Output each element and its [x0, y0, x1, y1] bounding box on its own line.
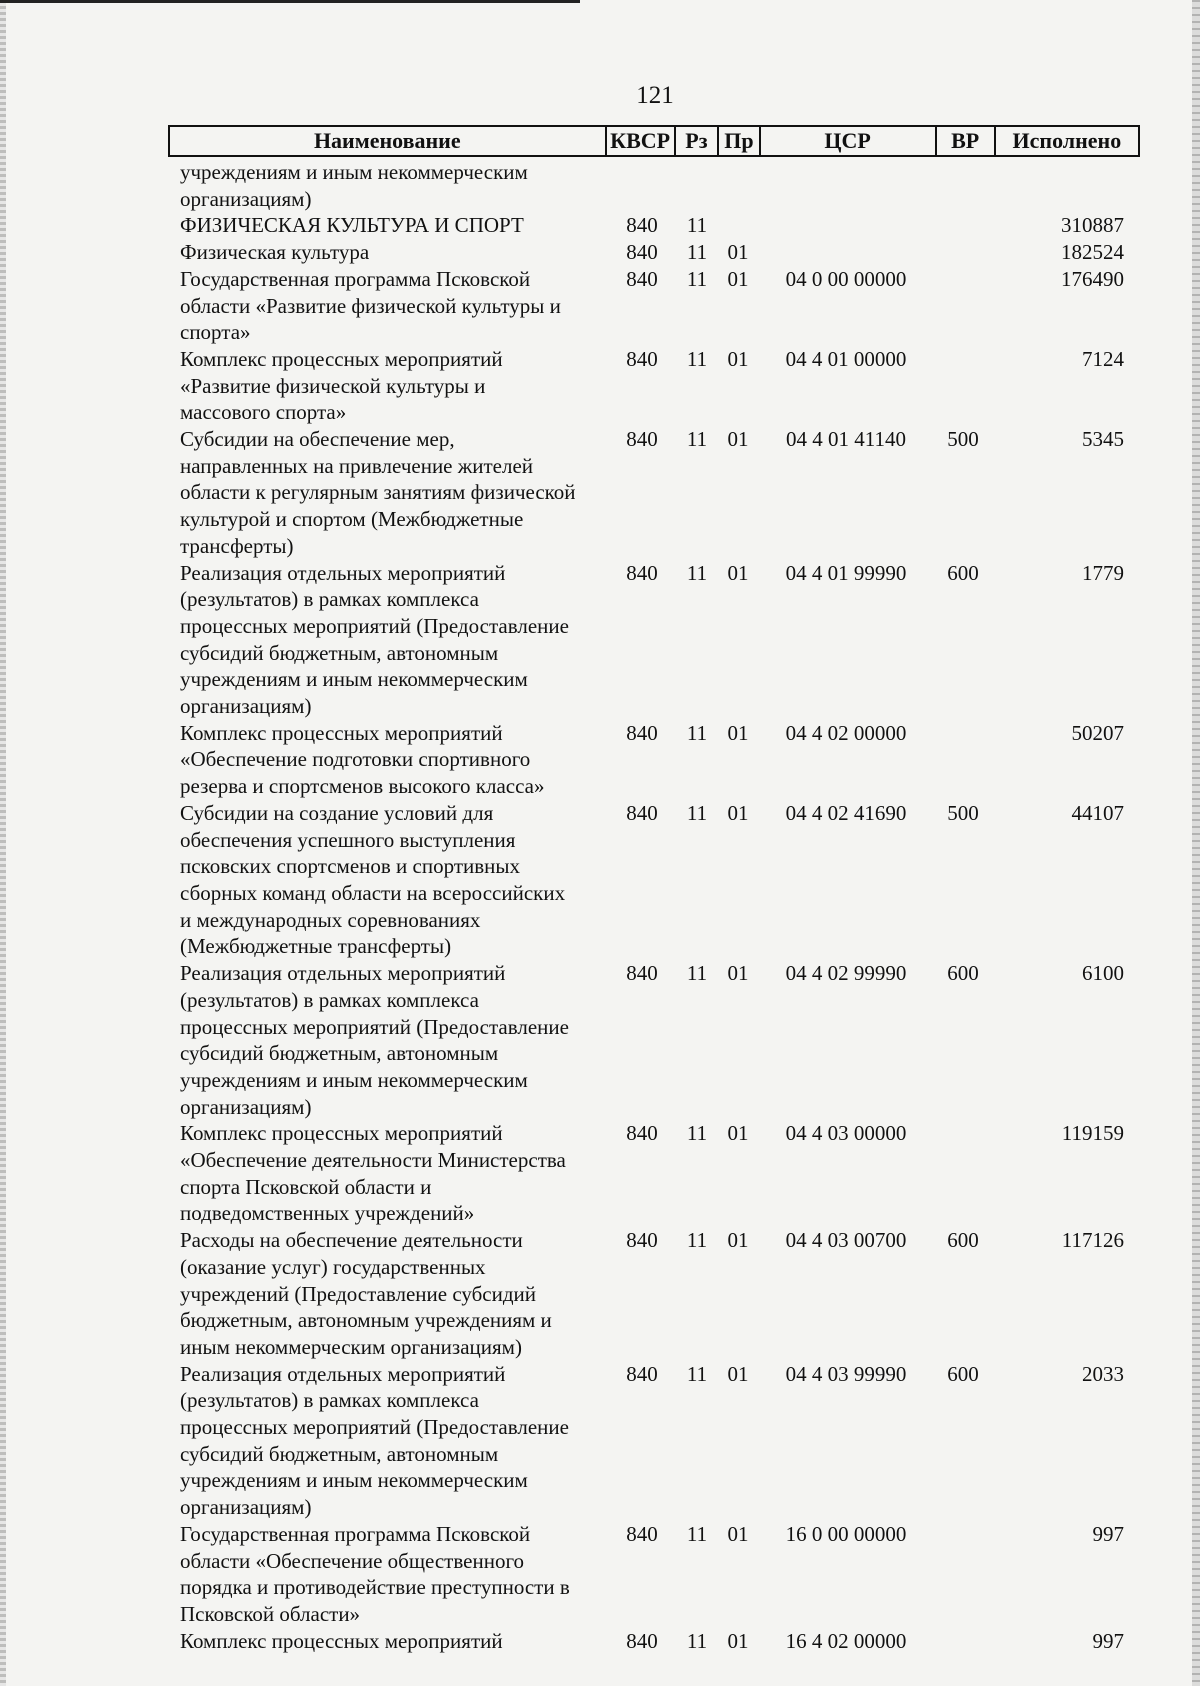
cell-csr: 04 4 03 00000 [785, 1121, 907, 1146]
cell-vr: 600 [947, 1228, 979, 1253]
cell-csr: 04 4 03 99990 [785, 1361, 907, 1386]
table-row [168, 1227, 1140, 1361]
cell-rz: 11 [686, 560, 708, 585]
table-row [168, 1120, 1140, 1227]
cell-isp: 5345 [1082, 427, 1124, 452]
cell-name [168, 1361, 608, 1521]
cell-csr: 04 4 03 00700 [785, 1228, 907, 1253]
cell-kvsr: 840 [626, 346, 658, 371]
cell-isp [992, 159, 1136, 212]
cell-name-line: Субсидии на обеспечение мер, [180, 427, 455, 452]
header-csr: ЦСР [761, 127, 937, 155]
cell-name-line: Реализация отдельных мероприятий [180, 1361, 506, 1386]
cell-name-line: направленных на привлечение жителей [180, 453, 534, 478]
header-isp: Исполнено [1012, 128, 1122, 153]
cell-name-line: спорта Псковской области и [180, 1174, 432, 1199]
cell-name-line: культурой и спортом (Межбюджетные [180, 507, 524, 532]
cell-name-line: спорта» [180, 320, 251, 345]
header-kvsr: КВСР [607, 127, 676, 155]
cell-rz [676, 159, 718, 212]
cell-rz: 11 [686, 240, 708, 265]
cell-isp: 2033 [1082, 1361, 1124, 1386]
cell-name [168, 800, 608, 960]
cell-pr: 01 [727, 240, 749, 265]
cell-vr [934, 266, 992, 346]
header-vr: ВР [937, 127, 996, 155]
cell-rz: 11 [686, 1521, 708, 1546]
cell-pr: 01 [727, 720, 749, 745]
table-row [168, 212, 1140, 239]
cell-vr [934, 1120, 992, 1227]
cell-vr: 500 [947, 427, 979, 452]
cell-csr: 04 4 02 99990 [785, 961, 907, 986]
cell-vr: 600 [947, 961, 979, 986]
cell-rz: 11 [686, 720, 708, 745]
cell-name-line: и международных соревнованиях [180, 907, 481, 932]
cell-pr: 01 [727, 961, 749, 986]
cell-name [168, 1628, 608, 1655]
cell-name-line: (результатов) в рамках комплекса [180, 1388, 479, 1413]
cell-name-line: обеспечения успешного выступления [180, 827, 516, 852]
cell-name-line: области «Обеспечение общественного [180, 1548, 525, 1573]
header-name: Наименование [170, 127, 607, 155]
cell-name-line: Государственная программа Псковской [180, 266, 531, 291]
cell-vr: 600 [947, 560, 979, 585]
cell-isp: 310887 [1061, 213, 1124, 238]
cell-name-line: ФИЗИЧЕСКАЯ КУЛЬТУРА И СПОРТ [180, 213, 524, 238]
cell-vr [934, 212, 992, 239]
cell-name-line: учреждениям и иным некоммерческим [180, 160, 528, 184]
cell-name-line: «Обеспечение деятельности Министерства [180, 1148, 566, 1173]
header-pr: Пр [719, 127, 761, 155]
cell-pr: 01 [727, 560, 749, 585]
cell-name-line: Комплекс процессных мероприятий [180, 720, 503, 745]
cell-name [168, 426, 608, 560]
cell-name-line: области к регулярным занятиям физической [180, 480, 576, 505]
table-row [168, 1521, 1140, 1628]
cell-rz: 11 [686, 266, 708, 291]
cell-isp: 119159 [1061, 1121, 1124, 1146]
table-header [168, 125, 1140, 157]
cell-isp: 997 [1092, 1628, 1124, 1653]
cell-pr: 01 [727, 1628, 749, 1653]
cell-name [168, 1521, 608, 1628]
cell-kvsr: 840 [626, 1121, 658, 1146]
cell-name-line: процессных мероприятий (Предоставление [180, 613, 569, 638]
cell-rz: 11 [686, 961, 708, 986]
cell-kvsr: 840 [626, 1628, 658, 1653]
cell-name-line: учреждений (Предоставление субсидий [180, 1281, 537, 1306]
table-row [168, 960, 1140, 1120]
cell-name [168, 266, 608, 346]
cell-name-line: процессных мероприятий (Предоставление [180, 1415, 569, 1440]
cell-kvsr: 840 [626, 800, 658, 825]
cell-isp: 50207 [1071, 720, 1124, 745]
table-row [168, 426, 1140, 560]
cell-kvsr: 840 [626, 961, 658, 986]
cell-isp: 44107 [1071, 800, 1124, 825]
cell-kvsr: 840 [626, 1228, 658, 1253]
cell-csr [758, 159, 934, 212]
cell-name-line: организациям) [180, 1094, 312, 1119]
cell-kvsr: 840 [626, 213, 658, 238]
cell-name [168, 239, 608, 266]
cell-rz: 11 [686, 1361, 708, 1386]
cell-kvsr: 840 [626, 1361, 658, 1386]
scan-left-edge [0, 0, 6, 1686]
cell-kvsr [608, 159, 676, 212]
cell-kvsr: 840 [626, 240, 658, 265]
cell-pr: 01 [727, 800, 749, 825]
cell-isp: 176490 [1061, 266, 1124, 291]
cell-name [168, 159, 608, 212]
cell-kvsr: 840 [626, 720, 658, 745]
cell-pr: 01 [727, 266, 749, 291]
top-rule [0, 0, 580, 3]
cell-name [168, 560, 608, 720]
cell-name-line: Комплекс процессных мероприятий [180, 1628, 503, 1653]
cell-name [168, 1120, 608, 1227]
cell-name-line: резерва и спортсменов высокого класса» [180, 774, 545, 799]
table-row [168, 560, 1140, 720]
cell-isp: 117126 [1061, 1228, 1124, 1253]
cell-name-line: подведомственных учреждений» [180, 1201, 475, 1226]
cell-isp: 997 [1092, 1521, 1124, 1546]
cell-kvsr: 840 [626, 1521, 658, 1546]
cell-name-line: Комплекс процессных мероприятий [180, 346, 503, 371]
cell-pr: 01 [727, 346, 749, 371]
cell-isp: 6100 [1082, 961, 1124, 986]
cell-name-line: Физическая культура [180, 240, 370, 265]
cell-rz: 11 [686, 1228, 708, 1253]
cell-csr [758, 239, 934, 266]
cell-kvsr: 840 [626, 560, 658, 585]
cell-name-line: бюджетным, автономным учреждениям и [180, 1308, 552, 1333]
cell-vr [934, 1521, 992, 1628]
cell-name [168, 346, 608, 426]
cell-name-line: учреждениям и иным некоммерческим [180, 667, 528, 692]
table-row [168, 266, 1140, 346]
cell-csr: 16 4 02 00000 [785, 1628, 907, 1653]
cell-vr: 500 [947, 800, 979, 825]
cell-name-line: трансферты) [180, 533, 294, 558]
table-row [168, 1628, 1140, 1655]
cell-name-line: организациям) [180, 694, 312, 719]
cell-name-line: Псковской области» [180, 1601, 361, 1626]
table-row [168, 800, 1140, 960]
cell-vr [934, 239, 992, 266]
budget-table [168, 125, 1140, 1654]
cell-vr [934, 720, 992, 800]
page-number: 121 [636, 82, 674, 109]
cell-name-line: учреждениям и иным некоммерческим [180, 1468, 528, 1493]
cell-csr: 04 0 00 00000 [785, 266, 907, 291]
cell-pr: 01 [727, 1361, 749, 1386]
cell-name-line: учреждениям и иным некоммерческим [180, 1067, 528, 1092]
cell-name-line: организациям) [180, 186, 312, 211]
cell-name-line: порядка и противодействие преступности в [180, 1575, 570, 1600]
cell-pr [718, 212, 758, 239]
cell-name-line: субсидий бюджетным, автономным [180, 640, 499, 665]
cell-name-line: псковских спортсменов и спортивных [180, 854, 520, 879]
cell-vr: 600 [947, 1361, 979, 1386]
cell-kvsr: 840 [626, 427, 658, 452]
cell-pr: 01 [727, 1521, 749, 1546]
cell-rz: 11 [686, 213, 708, 238]
table-row [168, 239, 1140, 266]
cell-name-line: Государственная программа Псковской [180, 1521, 531, 1546]
cell-rz: 11 [686, 1628, 708, 1653]
cell-csr: 04 4 01 41140 [786, 427, 906, 452]
cell-isp: 7124 [1082, 346, 1124, 371]
cell-name-line: (результатов) в рамках комплекса [180, 587, 479, 612]
cell-name-line: иным некоммерческим организациям) [180, 1334, 522, 1359]
cell-name-line: организациям) [180, 1495, 312, 1520]
cell-csr: 04 4 02 00000 [785, 720, 907, 745]
cell-isp: 1779 [1082, 560, 1124, 585]
cell-name-line: Реализация отдельных мероприятий [180, 961, 506, 986]
cell-vr [934, 1628, 992, 1655]
cell-name-line: массового спорта» [180, 400, 347, 425]
cell-name [168, 720, 608, 800]
cell-name-line: процессных мероприятий (Предоставление [180, 1014, 569, 1039]
cell-name [168, 1227, 608, 1361]
cell-rz: 11 [686, 1121, 708, 1146]
cell-name-line: Реализация отдельных мероприятий [180, 560, 506, 585]
cell-csr: 04 4 01 99990 [785, 560, 907, 585]
table-row [168, 1361, 1140, 1521]
cell-rz: 11 [686, 346, 708, 371]
table-row [168, 720, 1140, 800]
cell-name [168, 212, 608, 239]
cell-rz: 11 [686, 427, 708, 452]
table-row [168, 159, 1140, 212]
cell-vr [934, 159, 992, 212]
cell-pr: 01 [727, 427, 749, 452]
cell-name-line: (Межбюджетные трансферты) [180, 934, 452, 959]
cell-name-line: Комплекс процессных мероприятий [180, 1121, 503, 1146]
cell-pr: 01 [727, 1121, 749, 1146]
cell-name-line: Субсидии на создание условий для [180, 800, 494, 825]
cell-pr [718, 159, 758, 212]
cell-name-line: области «Развитие физической культуры и [180, 293, 561, 318]
cell-csr: 16 0 00 00000 [785, 1521, 907, 1546]
cell-pr: 01 [727, 1228, 749, 1253]
cell-name-line: Расходы на обеспечение деятельности [180, 1228, 523, 1253]
cell-csr: 04 4 01 00000 [785, 346, 907, 371]
cell-name-line: сборных команд области на всероссийских [180, 880, 566, 905]
cell-kvsr: 840 [626, 266, 658, 291]
cell-name [168, 960, 608, 1120]
cell-vr [934, 346, 992, 426]
cell-name-line: «Развитие физической культуры и [180, 373, 486, 398]
cell-name-line: (результатов) в рамках комплекса [180, 987, 479, 1012]
cell-name-line: (оказание услуг) государственных [180, 1254, 486, 1279]
cell-name-line: «Обеспечение подготовки спортивного [180, 747, 531, 772]
table-row [168, 346, 1140, 426]
cell-name-line: субсидий бюджетным, автономным [180, 1041, 499, 1066]
header-rz: Рз [676, 127, 719, 155]
table-body [168, 159, 1140, 1654]
cell-name-line: субсидий бюджетным, автономным [180, 1441, 499, 1466]
cell-csr: 04 4 02 41690 [785, 800, 907, 825]
cell-rz: 11 [686, 800, 708, 825]
cell-csr [758, 212, 934, 239]
cell-isp: 182524 [1061, 240, 1124, 265]
scan-right-edge [1192, 0, 1200, 1686]
